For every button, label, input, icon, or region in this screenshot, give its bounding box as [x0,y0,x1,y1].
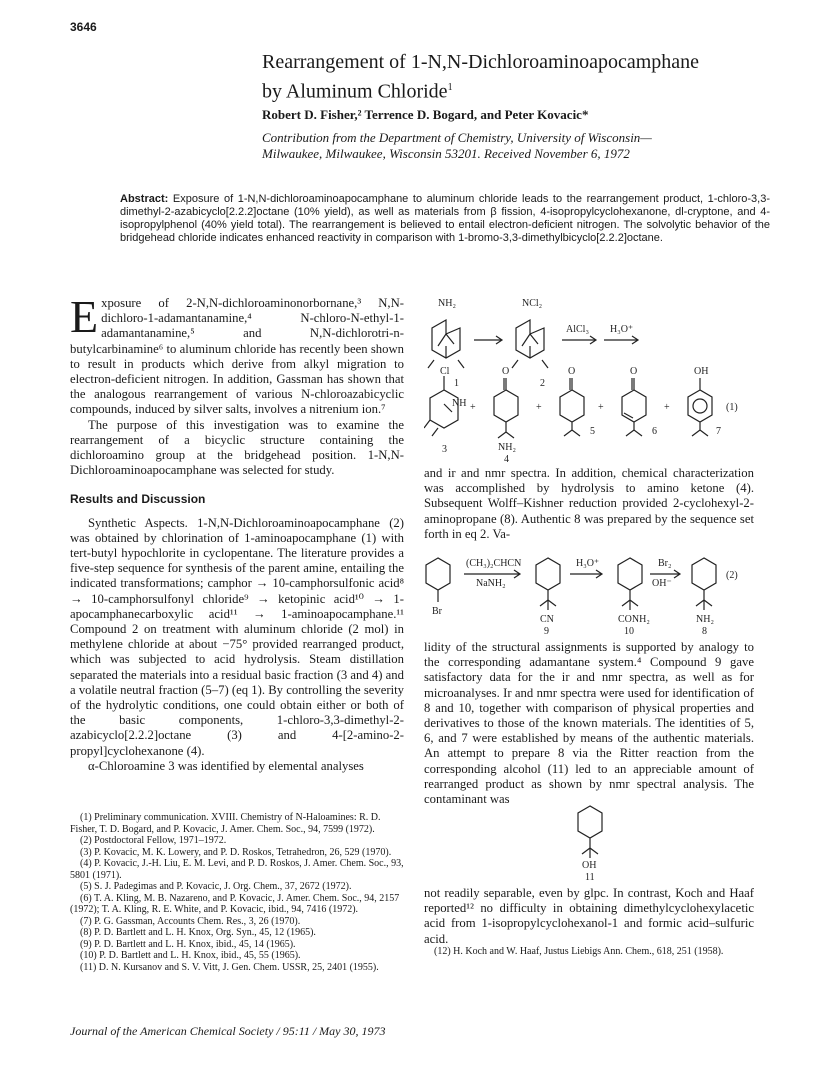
footnote-12: (12) H. Koch and W. Haaf, Justus Liebigs Ann. Chem., 618, 251 (1958). [434,946,724,957]
reaction-scheme-1 [424,294,764,466]
alpha-chloroamine-paragraph: α-Chloroamine 3 was identified by elemental analyses [88,758,364,773]
synthetic-aspects-paragraph: Synthetic Aspects. 1-N,N-Dichloroaminoapocamphane (2) was obtained by chlorination of 1-aminoapocamphane (1) with tert-butyl hypochlorite in cyclopentane. The literature provides a five-step sequence for synthesis of the parent amine, entailing the indicated transformations; camphor → 10-camphorsulfonic acid⁸ → 10-camphorsulfonyl chloride⁹ → ketopinic acid¹⁰ → 1-apocamphanecarboxylic acid¹¹ → 1-aminoapocamphane.¹¹ Compound 2 on treatment with aluminum chloride (2 mol) in methylene chloride at about −75° provided rearranged product, which was subjected to acid hydrolysis. Steam distillation separated the materials into a residual basic fraction (3 and 4) and a volatile neutral fraction (5–7) (eq 1). By controlling the severity of the hydrolytic conditions, one could obtain either or both of the basic components, 1-chloro-3,3-dimethyl-2-azabicyclo[2.2.2]octane (3) and 4-[2-amino-2-propyl]cyclohexanone (4). [70,515,404,758]
ncl2-label: NCl₂ [522,298,543,309]
ring-structure-6 [622,378,646,436]
h3o-reagent: H₃O⁺ [610,324,634,335]
reagent-oh: OH⁻ [652,578,672,589]
compound-label-4: 4 [504,454,509,465]
reagent-isobutyronitrile: (CH₃)₂CHCN [466,558,522,569]
abstract-text: Exposure of 1-N,N-dichloroaminoapocamphane to aluminum chloride leads to the rearrangement product, 1-chloro-3,3-dimethyl-2-azabicyclo[2.2.2]octane (10% yield), as well as materials from β fission, 4-isopropylcyclohexanone, dl-cryptone, and 4-isopropylphenol (40% yield total). The rearrangement is believed to entail electron-deficient nitrogen. The solvolytic behavior of the bridgehead chloride indicates enhanced reactivity in comparison with 1-bromo-3,3-dimethylbicyclo[2.2.2]octane. [120,193,770,244]
ring-structure-8 [692,558,716,610]
footnotes [70,812,404,973]
footnote: (9) P. D. Bartlett and L. H. Knox, ibid., 45, 14 (1965). [80,938,296,950]
compound-label-10: 10 [624,626,634,637]
bicyclic-structure-1 [432,320,460,358]
reagent-br2: Br₂ [658,558,672,569]
equation-number: (2) [726,570,738,581]
right-paragraph-1: and ir and nmr spectra. In addition, chemical characterization was accomplished by hydrolysis to amino ketone (4). Subsequent Wolff–Kishner reduction provided 2-cyclohexyl-2-aminopropane (8). Authentic 8 was prepared by the sequence set forth in eq 2. Va- [424,466,754,541]
arrow [562,336,596,344]
cn-label: CN [540,614,554,625]
section-heading: Results and Discussion [70,492,206,507]
plus-sign: + [664,402,670,413]
reagent-nanh2: NaNH₂ [476,578,506,589]
ring-structure-4 [494,378,518,438]
nh-label: NH [452,398,467,409]
compound-label-9: 9 [544,626,549,637]
arrow [474,336,502,344]
br-label: Br [432,606,442,617]
abstract-label: Abstract: [120,193,169,205]
o-label: O [502,366,510,377]
right-paragraph-2: lidity of the structural assignments is supported by analogy to the corresponding adamantane system.⁴ Compound 9 gave satisfactory data for the ir and nmr spectra, as well as for microanalyses. Ir and nmr spectra were used for identification of 8 and 10, together with comparison of physical properties and derivatives to those of the known materials. The identities of 5, 6, and 7 were established by means of the authentic materials. An attempt to prepare 8 via the Ritter reaction from the corresponding alcohol (11) led to an appreciable amount of rearranged product as shown by nmr spectral analysis. The contaminant was [424,640,754,807]
reagent-h3o: H₃O⁺ [576,558,600,569]
footnote: (4) P. Kovacic, J.-H. Liu, E. M. Levi, and P. D. Roskos, J. Amer. Chem. Soc., 93, 5801 (1971). [70,858,404,881]
ring-structure-bromide [426,558,450,602]
footnote: (11) D. N. Kursanov and S. V. Vitt, J. Gen. Chem. USSR, 25, 2401 (1955). [80,961,379,973]
oh-label: OH [582,860,597,871]
alcl3-reagent: AlCl₃ [566,324,589,335]
drop-cap: E [70,291,99,342]
structure-11 [560,800,620,882]
o-label: O [630,366,638,377]
equation-number: (1) [726,402,738,413]
compound-label-8: 8 [702,626,707,637]
compound-label-11: 11 [585,872,595,882]
nh2-label: NH₂ [438,298,456,309]
plus-sign: + [598,402,604,413]
nh2-label: NH₂ [498,442,516,453]
reaction-scheme-2 [424,550,754,640]
arrow [650,570,680,578]
arrow [464,570,520,578]
conh2-label: CONH₂ [618,614,650,625]
ring-structure-7 [688,378,712,436]
oh-label: OH [694,366,709,377]
ring-structure-10 [618,558,642,610]
author-list: Robert D. Fisher,² Terrence D. Bogard, and Peter Kovacic* [262,107,589,122]
footnote: (2) Postdoctoral Fellow, 1971–1972. [80,835,227,846]
page-number: 3646 [70,20,97,34]
footnote: (5) S. J. Padegimas and P. Kovacic, J. Org. Chem., 37, 2672 (1972). [80,881,352,892]
intro-paragraph-1: xposure of 2-N,N-dichloroaminonorbornane,³ N,N-dichloro-1-adamantanamine,⁴ N-chloro-N-ethyl-1-adamantanamine,⁵ and N,N-dichlorotri-n-butylcarbinamine⁶ to aluminum chloride has recently been shown to result in products which derive from alkyl migration to electron-deficient nitrogen. In addition, Gassman has shown that the analogous rearrangement of various N-chloroazabicyclic compounds, induced by silver salts, involves a nitrenium ion.⁷ [70,296,404,417]
bicyclic-structure-2 [516,320,544,358]
abstract [120,193,770,245]
right-paragraph-3: not readily separable, even by glpc. In contrast, Koch and Haaf reported¹² no difficulty in obtaining dimethylcyclohexylacetic acid from 1-isopropylcyclohexanol-1 and formic acid–sulfuric acid. [424,886,754,946]
article-title: Rearrangement of 1-N,N-Dichloroaminoapocamphane by Aluminum Chloride$^1$ [262,51,700,103]
plus-sign: + [470,402,476,413]
plus-sign: + [536,402,542,413]
nh2-label: NH₂ [696,614,714,625]
affiliation: Contribution from the Department of Chemistry, University of Wisconsin— Milwaukee, Milwaukee, Wisconsin 53201. Received November 6, 1972 [262,130,652,161]
ring-structure-9 [536,558,560,610]
compound-label-5: 5 [590,426,595,437]
intro-paragraph-2: The purpose of this investigation was to examine the rearrangement of a bicyclic structure containing the dichloroamino group at the bridgehead position. 1-N,N-Dichloroaminoapocamphane was selected for study. [70,417,404,478]
compound-label-6: 6 [652,426,657,437]
footnote: (3) P. Kovacic, M. K. Lowery, and P. D. Roskos, Tetrahedron, 26, 529 (1970). [80,846,392,858]
footnote: (7) P. G. Gassman, Accounts Chem. Res., 3, 26 (1970). [80,915,301,927]
footnote: (1) Preliminary communication. XVIII. Chemistry of N-Haloamines: R. D. Fisher, T. D. Bogard, and P. Kovacic, J. Amer. Chem. Soc., 94, 7599 (1972). [70,812,381,835]
o-label: O [568,366,576,377]
ring-structure-5 [560,378,584,436]
footnote: (6) T. A. Kling, M. B. Nazareno, and P. Kovacic, J. Amer. Chem. Soc., 94, 2157 (1972); T. A. Kling, R. E. White, and P. Kovacic, ibid., 94, 7416 (1972). [70,892,400,915]
journal-footer: Journal of the American Chemical Society / 95:11 / May 30, 1973 [70,1024,386,1038]
compound-label-1: 1 [454,378,459,389]
compound-label-3: 3 [442,444,447,455]
compound-label-2: 2 [540,378,545,389]
footnote: (8) P. D. Bartlett and L. H. Knox, Org. Syn., 45, 12 (1965). [80,927,316,938]
cl-label: Cl [440,366,450,377]
compound-label-7: 7 [716,426,721,437]
left-column [70,291,404,774]
footnote: (10) P. D. Bartlett and L. H. Knox, ibid., 45, 55 (1965). [80,950,301,961]
arrow [570,570,602,578]
ring-structure-11 [578,806,602,858]
arrow [604,336,638,344]
